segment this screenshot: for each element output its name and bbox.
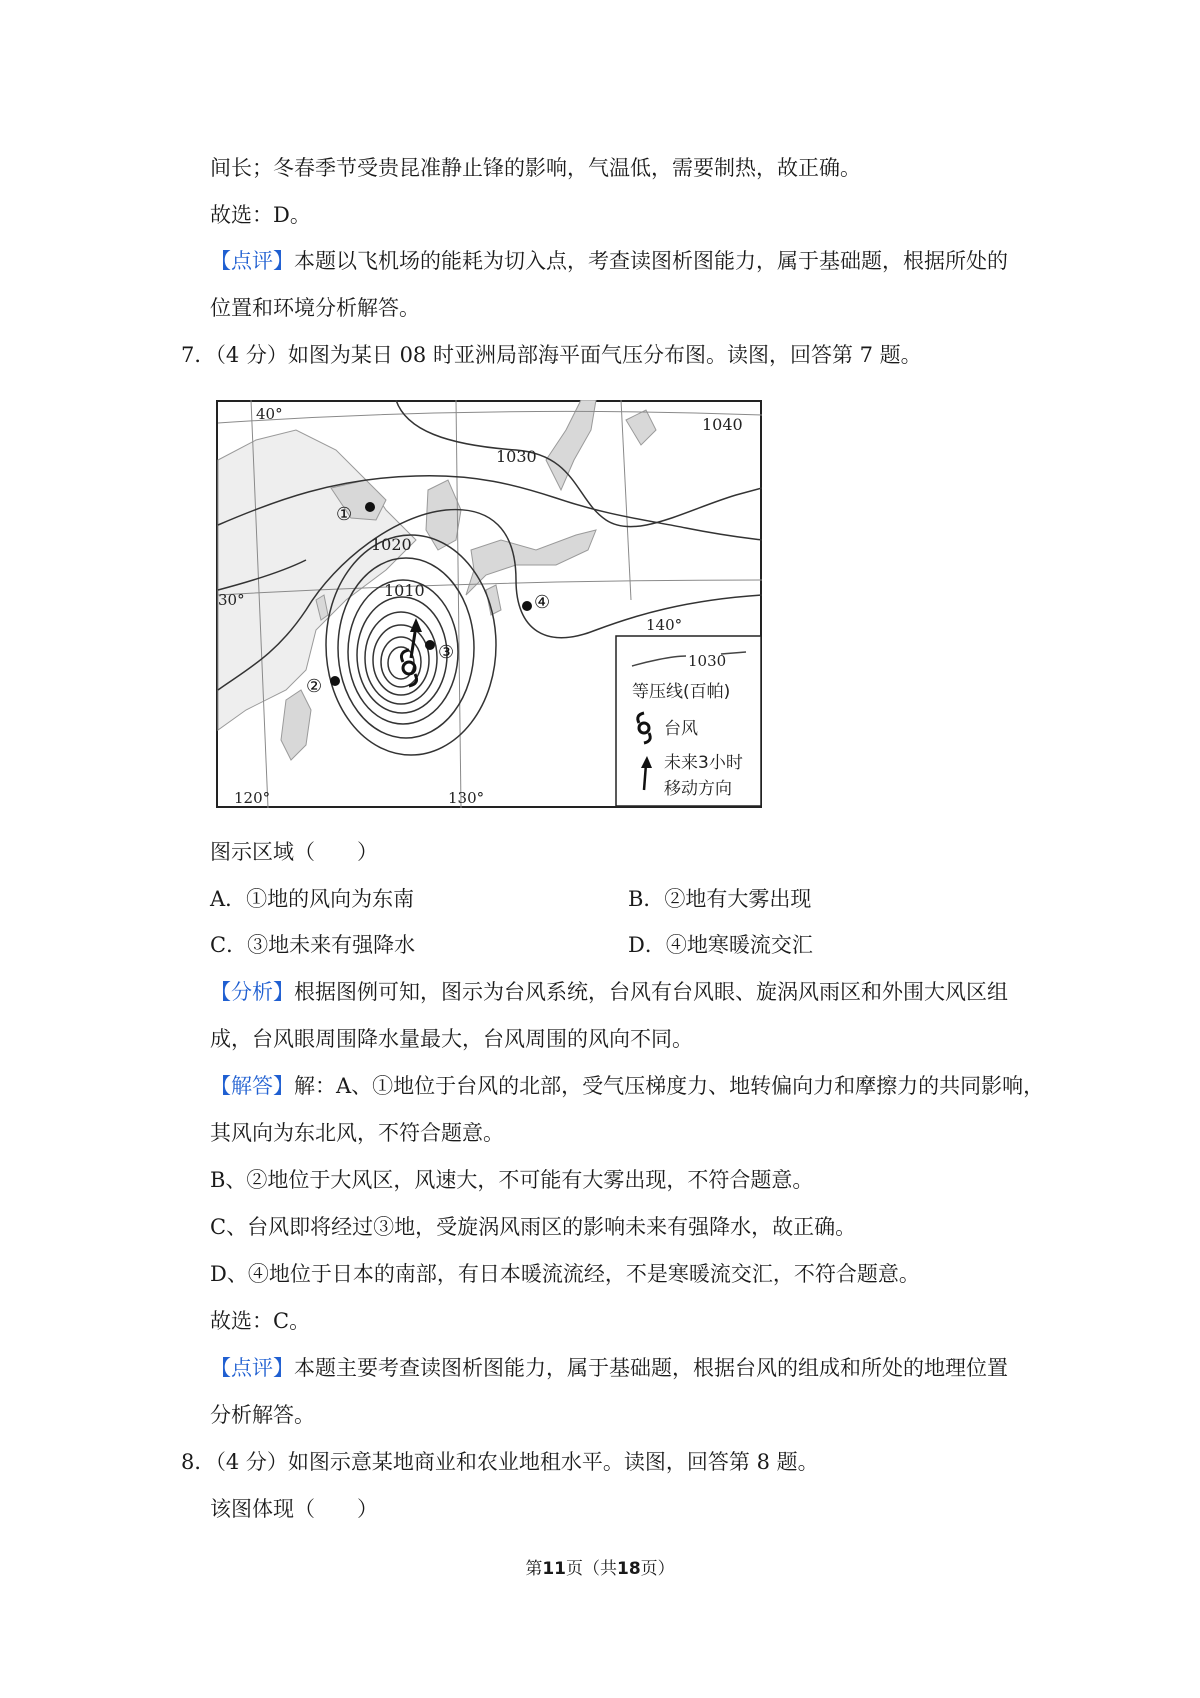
comment-tag: 【点评】 <box>210 249 294 273</box>
q7-solution-d: D、④地位于日本的南部，有日本暖流流经，不是寒暖流交汇，不符合题意。 <box>210 1262 920 1286</box>
point-2-label: ② <box>306 676 323 697</box>
q7-solution-cont: 其风向为东北风，不符合题意。 <box>210 1121 504 1145</box>
q7-stem: 7．（4 分）如图为某日 08 时亚洲局部海平面气压分布图。读图，回答第 7 题。 <box>181 343 922 367</box>
lat-40-label: 40° <box>256 405 283 423</box>
prev-comment-cont: 位置和环境分析解答。 <box>210 296 420 320</box>
q8-prompt: 该图体现（ ） <box>210 1497 378 1521</box>
isobar-1020-label: 1020 <box>371 535 412 554</box>
q7-option-a: A．①地的风向为东南 <box>210 887 415 911</box>
solution-tag: 【解答】 <box>210 1074 294 1098</box>
q7-comment <box>210 1354 1008 1382</box>
point-4-dot <box>522 601 532 611</box>
prev-solution-line: 间长；冬春季节受贵昆准静止锋的影响，气温低，需要制热，故正确。 <box>210 156 861 180</box>
point-2-dot <box>330 676 340 686</box>
q7-analysis-cont: 成，台风眼周围降水量最大，台风周围的风向不同。 <box>210 1027 693 1051</box>
solution-text: 解：A、①地位于台风的北部，受气压梯度力、地转偏向力和摩擦力的共同影响， <box>294 1074 1045 1098</box>
point-1-dot <box>365 502 375 512</box>
analysis-text: 根据图例可知，图示为台风系统，台风有台风眼、旋涡风雨区和外围大风区组 <box>294 980 1008 1004</box>
legend-move-label-1: 未来3小时 <box>664 753 743 773</box>
q7-answer: 故选：C。 <box>210 1309 311 1333</box>
legend-isobar-sample: 1030 <box>688 652 727 670</box>
lon-140-label: 140° <box>646 616 683 634</box>
footer-post: 页） <box>640 1559 675 1579</box>
point-3-dot <box>425 640 435 650</box>
legend-isobar-label: 等压线(百帕) <box>632 682 731 702</box>
lon-120-label: 120° <box>234 789 271 807</box>
lon-130-label: 130° <box>448 789 485 807</box>
isobar-1030-label: 1030 <box>496 447 537 466</box>
point-3-label: ③ <box>438 642 455 663</box>
point-1-label: ① <box>336 504 353 525</box>
q7-option-b: B．②地有大雾出现 <box>628 887 812 911</box>
footer-page-number: 11 <box>542 1559 566 1579</box>
footer-pre: 第 <box>525 1559 543 1579</box>
q7-analysis <box>210 978 1008 1006</box>
comment-text: 本题主要考查读图析图能力，属于基础题，根据台风的组成和所处的地理位置 <box>294 1356 1008 1380</box>
q8-stem: 8．（4 分）如图示意某地商业和农业地租水平。读图，回答第 8 题。 <box>181 1450 819 1474</box>
legend-typhoon-label: 台风 <box>664 719 698 739</box>
legend-move-label-2: 移动方向 <box>664 779 732 799</box>
point-4-label: ④ <box>534 592 551 613</box>
footer-page-total: 18 <box>617 1559 641 1579</box>
footer-mid: 页（共 <box>566 1559 617 1579</box>
q7-option-c: C．③地未来有强降水 <box>210 933 416 957</box>
legend <box>616 636 761 806</box>
pressure-map <box>216 400 762 808</box>
q7-solution <box>210 1072 1044 1100</box>
isobar-1010-label: 1010 <box>384 581 425 600</box>
q7-comment-cont: 分析解答。 <box>210 1403 315 1427</box>
lat-30-label: 30° <box>218 591 245 609</box>
prev-answer: 故选：D。 <box>210 203 311 227</box>
q7-solution-c: C、台风即将经过③地，受旋涡风雨区的影响未来有强降水，故正确。 <box>210 1215 857 1239</box>
analysis-tag: 【分析】 <box>210 980 294 1004</box>
q7-solution-b: B、②地位于大风区，风速大，不可能有大雾出现，不符合题意。 <box>210 1168 814 1192</box>
isobar-1040-label: 1040 <box>702 415 743 434</box>
page-footer <box>0 1554 1200 1579</box>
comment-tag: 【点评】 <box>210 1356 294 1380</box>
comment-text: 本题以飞机场的能耗为切入点，考查读图析图能力，属于基础题，根据所处的 <box>294 249 1008 273</box>
q7-option-d: D．④地寒暖流交汇 <box>628 933 813 957</box>
q7-prompt: 图示区域（ ） <box>210 840 378 864</box>
prev-comment <box>210 247 1008 275</box>
